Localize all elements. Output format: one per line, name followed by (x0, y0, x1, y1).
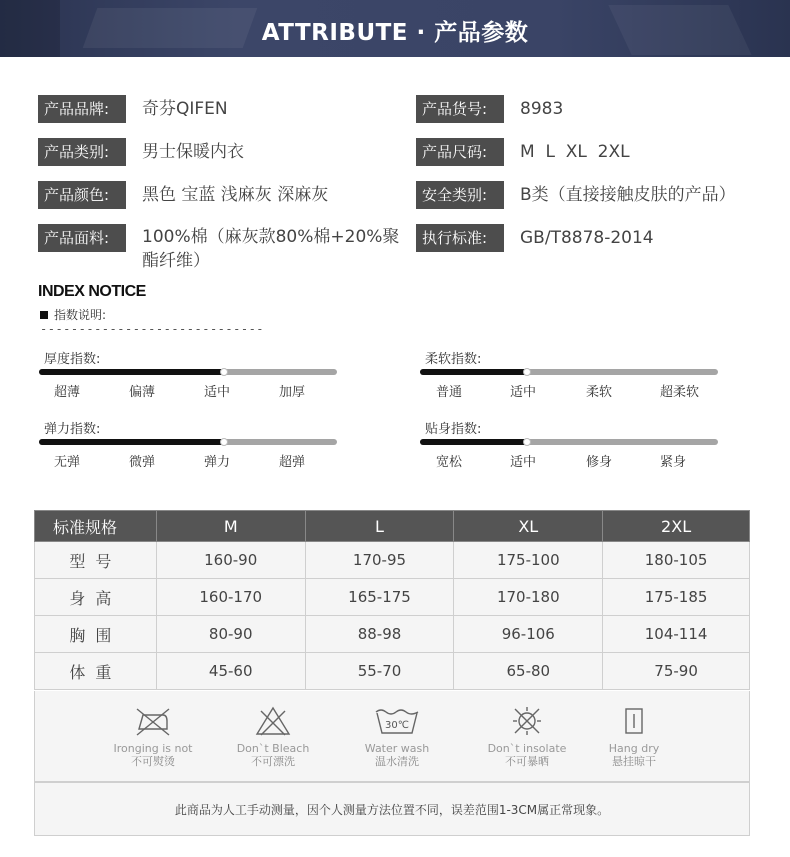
attr-colors (38, 181, 328, 209)
index-knob (523, 438, 531, 446)
table-row-label: 胸围 (35, 616, 157, 653)
index-option: 适中 (510, 385, 537, 400)
attr-label: 产品尺码: (416, 138, 504, 166)
attr-label: 产品品牌: (38, 95, 126, 123)
table-cell: 88-98 (305, 616, 454, 653)
index-notice-subtitle-text: 指数说明: (54, 308, 107, 322)
care-item-no-iron (98, 705, 208, 769)
table-cell: 75-90 (603, 653, 750, 690)
index-option: 宽松 (436, 455, 463, 470)
measurement-footnote: 此商品为人工手动测量，因个人测量方法位置不同，误差范围1-3CM属正常现象。 (34, 782, 750, 836)
index-name: 柔软指数: (425, 352, 482, 367)
attr-label: 执行标准: (416, 224, 504, 252)
attr-brand (38, 95, 228, 123)
attr-label: 产品类别: (38, 138, 126, 166)
index-softness (420, 348, 720, 408)
no-sun-icon (507, 705, 547, 737)
care-en: Water wash (364, 742, 430, 755)
care-en: Ironging is not (113, 742, 193, 755)
care-en: Don`t Bleach (236, 742, 310, 755)
care-instructions (34, 691, 750, 782)
index-bar (39, 439, 337, 445)
attr-value: 8983 (520, 99, 564, 119)
index-elasticity (39, 418, 339, 478)
index-options (420, 451, 720, 471)
index-fill (420, 439, 527, 445)
attr-label: 产品面料: (38, 224, 126, 252)
index-bar (39, 369, 337, 375)
index-notice-subtitle (40, 306, 106, 323)
attr-safety (416, 181, 736, 209)
index-knob (220, 368, 228, 376)
index-fill (39, 439, 224, 445)
care-cn: 不可暴晒 (505, 755, 549, 768)
index-thickness (39, 348, 339, 408)
table-cell: 160-170 (156, 579, 305, 616)
attr-value: GB/T8878-2014 (520, 228, 654, 248)
table-header-cell: M (156, 511, 305, 542)
attr-fabric (38, 224, 402, 271)
table-cell: 170-95 (305, 542, 454, 579)
table-row (35, 542, 750, 579)
care-en: Don`t insolate (487, 742, 567, 755)
care-cn: 温水清洗 (375, 755, 419, 768)
table-cell: 65-80 (454, 653, 603, 690)
index-option: 微弹 (129, 455, 156, 470)
attr-standard (416, 224, 654, 252)
index-option: 偏薄 (129, 385, 156, 400)
index-notice-title: INDEX NOTICE (38, 283, 146, 300)
care-item-hang-dry (579, 705, 689, 769)
no-bleach-icon (253, 705, 293, 737)
attr-item-no (416, 95, 563, 123)
index-knob (523, 368, 531, 376)
index-option: 超弹 (279, 455, 306, 470)
table-cell: 80-90 (156, 616, 305, 653)
table-cell: 45-60 (156, 653, 305, 690)
attr-value: 男士保暖内衣 (142, 142, 244, 162)
index-option: 普通 (436, 385, 463, 400)
index-option: 紧身 (660, 455, 687, 470)
index-name: 厚度指数: (44, 352, 101, 367)
index-option: 超薄 (54, 385, 81, 400)
table-cell: 180-105 (603, 542, 750, 579)
size-table (34, 510, 750, 690)
index-name: 弹力指数: (44, 422, 101, 437)
hang-dry-icon (614, 705, 654, 737)
attr-value: 100%棉（麻灰款80%棉+20%聚酯纤维） (142, 227, 400, 271)
index-knob (220, 438, 228, 446)
table-cell: 96-106 (454, 616, 603, 653)
index-option: 适中 (510, 455, 537, 470)
attr-label: 产品货号: (416, 95, 504, 123)
table-row (35, 579, 750, 616)
index-fill (420, 369, 527, 375)
table-cell: 170-180 (454, 579, 603, 616)
index-bar (420, 369, 718, 375)
care-item-water-wash (342, 705, 452, 769)
care-cn: 悬挂晾干 (612, 755, 656, 768)
care-cn: 不可漂洗 (251, 755, 295, 768)
table-row (35, 653, 750, 690)
table-row-label: 身高 (35, 579, 157, 616)
index-bar (420, 439, 718, 445)
wash-temp-label: 30℃ (385, 720, 409, 731)
care-cn: 不可熨烫 (131, 755, 175, 768)
table-cell: 175-100 (454, 542, 603, 579)
attr-label: 安全类别: (416, 181, 504, 209)
index-fill (39, 369, 224, 375)
index-option: 无弹 (54, 455, 81, 470)
water-wash-30-icon (373, 705, 421, 737)
attr-sizes (416, 138, 630, 166)
index-option: 适中 (204, 385, 231, 400)
table-cell: 175-185 (603, 579, 750, 616)
care-en: Hang dry (608, 742, 660, 755)
care-item-no-bleach (218, 705, 328, 769)
no-iron-icon (133, 705, 173, 737)
table-header-cell: XL (454, 511, 603, 542)
attr-value: B类（直接接触皮肤的产品） (520, 185, 736, 205)
table-header-cell: L (305, 511, 454, 542)
dashed-divider: ----------------------------- (40, 322, 265, 336)
index-options (420, 381, 720, 401)
table-cell: 160-90 (156, 542, 305, 579)
table-row-label: 体重 (35, 653, 157, 690)
index-options (39, 451, 339, 471)
attr-category (38, 138, 244, 166)
table-row (35, 616, 750, 653)
banner-title: ATTRIBUTE · 产品参数 (261, 20, 529, 46)
attr-label: 产品颜色: (38, 181, 126, 209)
index-fit (420, 418, 720, 478)
index-option: 修身 (586, 455, 613, 470)
table-header-cell: 2XL (603, 511, 750, 542)
care-item-no-sun (472, 705, 582, 769)
index-option: 柔软 (586, 385, 613, 400)
table-cell: 165-175 (305, 579, 454, 616)
index-option: 超柔软 (660, 385, 700, 400)
index-option: 加厚 (279, 385, 306, 400)
square-bullet-icon (40, 311, 48, 319)
index-name: 贴身指数: (425, 422, 482, 437)
index-options (39, 381, 339, 401)
table-header-cell: 标准规格 (35, 511, 157, 542)
index-option: 弹力 (204, 455, 231, 470)
header-banner (0, 0, 790, 57)
attr-value: 奇芬QIFEN (142, 99, 228, 119)
size-table-header (35, 511, 750, 542)
attr-value: 黑色 宝蓝 浅麻灰 深麻灰 (142, 185, 329, 205)
table-row-label: 型号 (35, 542, 157, 579)
table-cell: 104-114 (603, 616, 750, 653)
table-cell: 55-70 (305, 653, 454, 690)
attr-value: M L XL 2XL (520, 142, 630, 162)
